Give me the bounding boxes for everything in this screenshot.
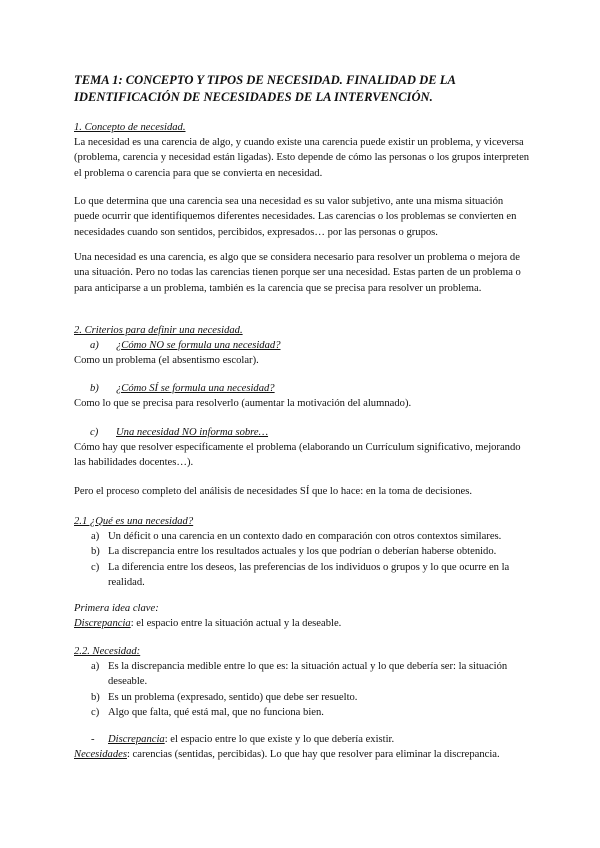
list-item [74, 529, 530, 544]
criterion-a-text: Como un problema (el absentismo escolar). [74, 355, 259, 366]
criterion-b-marker: b) [90, 383, 99, 394]
criterion-a-marker: a) [90, 340, 99, 351]
section-2-1-list [74, 529, 530, 591]
criterion-c-label-line [90, 425, 268, 440]
criterion-c-text: Cómo hay que resolver específicamente el problema (elaborando un Currículum significativo, mejorando las habilidades docentes…). [74, 442, 521, 469]
list-item-text: La diferencia entre los deseos, las preferencias de los individuos o grupos y lo que ocurre en la realidad. [108, 561, 510, 589]
dash-marker: - [91, 734, 95, 745]
section-1-paragraph-3: Una necesidad es una carencia, es algo que se considera necesario para resolver un problema o mejora de una situación. Pero no todas las carencias tienen porque ser una necesidad. Estas parten de un problema o para anticiparse a un problema, también es la carencia que se precisa para resolver un problema. [74, 252, 521, 294]
section-2-2-list [74, 659, 530, 721]
list-marker: a) [91, 661, 100, 672]
dash-item [74, 732, 530, 747]
list-marker: b) [91, 691, 100, 703]
list-marker: c) [91, 561, 100, 573]
list-item-text: Es la discrepancia medible entre lo que es: la situación actual y lo que debería ser: la situación deseable. [108, 661, 508, 688]
list-item-text: Un déficit o una carencia en un contexto dado en comparación con otros contextos similares. [108, 531, 502, 542]
list-marker: b) [91, 546, 100, 558]
key-idea-text: : el espacio entre la situación actual y la deseable. [130, 618, 342, 629]
criterion-a-label-line [90, 338, 281, 353]
criterion-b-text: Como lo que se precisa para resolverlo (aumentar la motivación del alumnado). [74, 398, 412, 409]
list-item-text: Algo que falta, qué está mal, que no funciona bien. [108, 707, 324, 719]
dash-text: : el espacio entre lo que existe y lo que debería existir. [164, 734, 395, 745]
list-item [74, 659, 530, 690]
list-item [74, 705, 530, 720]
document-title: TEMA 1: CONCEPTO Y TIPOS DE NECESIDAD. FINALIDAD DE LA IDENTIFICACIÓN DE NECESIDADES DE LA INTERVENCIÓN. [74, 73, 456, 104]
list-marker: c) [91, 707, 100, 719]
section-1-paragraph-1: La necesidad es una carencia de algo, y cuando existe una carencia puede existir un problema, y viceversa (problema, carencia y necesidad están ligadas). Esto depende de cómo las personas o los grupos interpreten el problema o carencia para que se convierta en necesidad. [74, 137, 530, 179]
criterion-b-label-line [90, 381, 275, 396]
section-1-paragraph-2: Lo que determina que una carencia sea una necesidad es su valor subjetivo, ante una misma situación puede ocurrir que identifiquemos diferentes necesidades. Las carencias o los problemas se convierten en necesidades cuando son sentidos, percibidos, expresados… por las personas o grupos. [74, 196, 517, 238]
criterion-a-label: ¿Cómo NO se formula una necesidad? [116, 340, 281, 351]
list-item-text: Es un problema (expresado, sentido) que debe ser resuelto. [108, 691, 358, 703]
section-2-heading: 2. Criterios para definir una necesidad. [74, 325, 243, 336]
needs-definition-line [74, 747, 530, 762]
discrepancy-dash-line [74, 732, 530, 747]
needs-term: Necesidades [74, 749, 127, 760]
needs-text: : carencias (sentidas, percibidas). Lo que hay que resolver para eliminar la discrepancia. [126, 749, 500, 760]
criterion-c-marker: c) [90, 427, 99, 438]
list-item [74, 560, 530, 591]
section-2-1-heading: 2.1 ¿Qué es una necesidad? [74, 516, 194, 527]
criterion-b-label: ¿Cómo SÍ se formula una necesidad? [116, 383, 275, 394]
key-idea-term: Discrepancia [74, 618, 131, 629]
dash-term: Discrepancia [108, 734, 165, 745]
list-item [74, 690, 530, 705]
section-2-2-heading: 2.2. Necesidad: [74, 646, 141, 657]
key-idea-line [74, 616, 530, 631]
key-idea-heading: Primera idea clave: [74, 603, 159, 614]
section-2-final-paragraph: Pero el proceso completo del análisis de necesidades SÍ que lo hace: en la toma de decisiones. [74, 486, 473, 497]
list-marker: a) [91, 531, 100, 542]
section-1-heading: 1. Concepto de necesidad. [74, 122, 186, 133]
list-item [74, 544, 530, 559]
list-item-text: La discrepancia entre los resultados actuales y los que podrían o deberían haberse obtenido. [108, 546, 497, 558]
criterion-c-label: Una necesidad NO informa sobre… [116, 427, 269, 438]
